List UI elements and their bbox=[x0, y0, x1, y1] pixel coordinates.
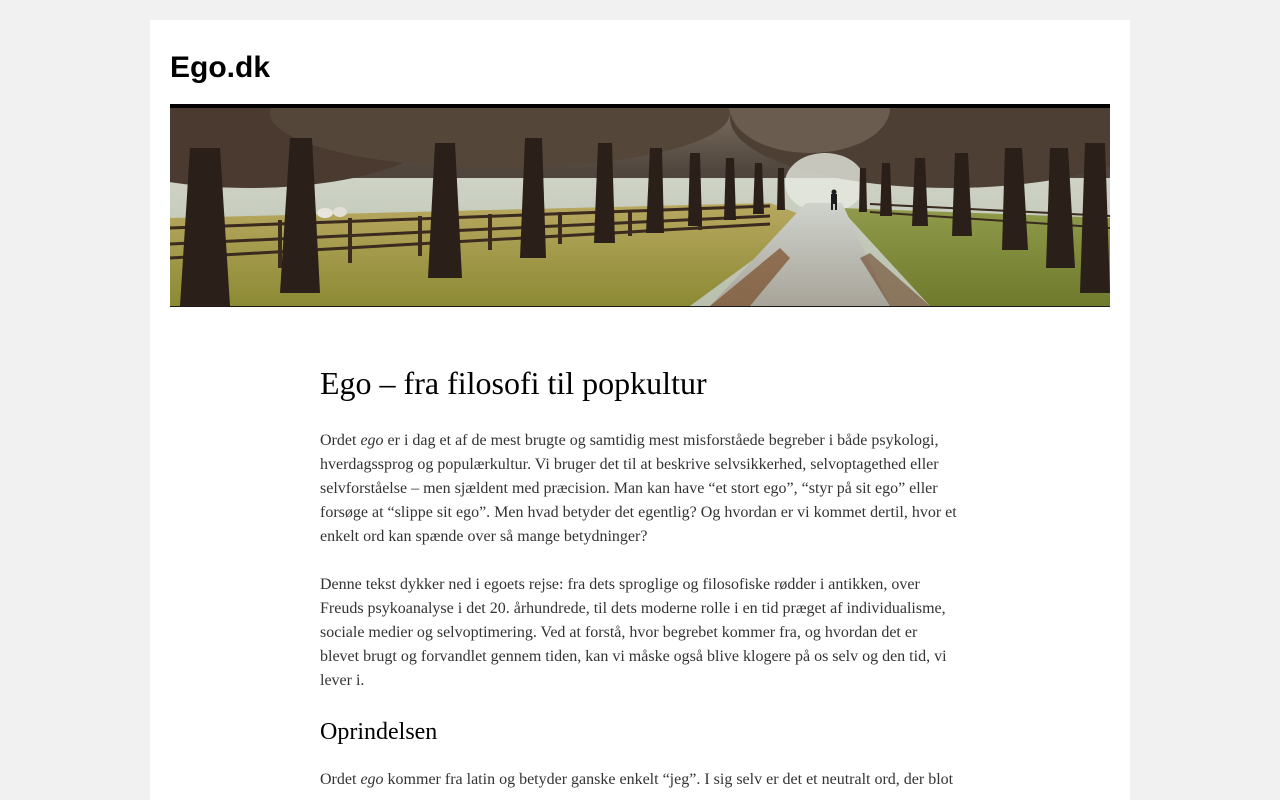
emphasis-ego: ego bbox=[360, 771, 384, 788]
paragraph-text: Ordet bbox=[320, 432, 361, 449]
article-paragraph-2: Denne tekst dykker ned i egoets rejse: fra dets sproglige og filosofiske rødder i antikken, over Freuds psykoanalyse i det 20. århundrede, til dets moderne rolle i en tid præget af individualisme, sociale medier og selvoptimering. Ved at forstå, hvor begrebet kommer fra, og hvordan det er blevet brugt og forvandlet gennem tiden, kan vi måske også blive klogere på os selv og den tid, vi lever i. bbox=[320, 576, 947, 689]
paragraph-text: kommer fra latin og betyder ganske enkelt “jeg”. I sig selv er det et neutralt ord, der blot bbox=[383, 771, 954, 788]
page-container bbox=[150, 20, 1130, 800]
article-paragraph-3 bbox=[320, 768, 960, 792]
header-image bbox=[170, 108, 1110, 307]
article-paragraph-1 bbox=[320, 429, 960, 549]
article-title: Ego – fra filosofi til popkultur bbox=[320, 365, 707, 401]
section-heading-oprindelsen: Oprindelsen bbox=[320, 719, 438, 745]
tree-avenue-image bbox=[170, 108, 1110, 306]
article bbox=[320, 360, 960, 800]
emphasis-ego: ego bbox=[360, 432, 384, 449]
site-title-link[interactable]: Ego.dk bbox=[170, 51, 271, 84]
paragraph-text: er i dag et af de mest brugte og samtidig mest misforståede begreber i både psykologi, hverdagssprog og populærkultur. Vi bruger det til at beskrive selvsikkerhed, selvoptagethed eller selvforståelse – men sjældent med præcision. Man kan have “et stort ego”, “styr på sit ego” eller forsøge at “slippe sit ego”. Men hvad betyder det egentlig? Og hvordan er vi kommet dertil, hvor et enkelt ord kan spænde over så mange betydninger? bbox=[320, 432, 957, 545]
paragraph-text: Ordet bbox=[320, 771, 361, 788]
